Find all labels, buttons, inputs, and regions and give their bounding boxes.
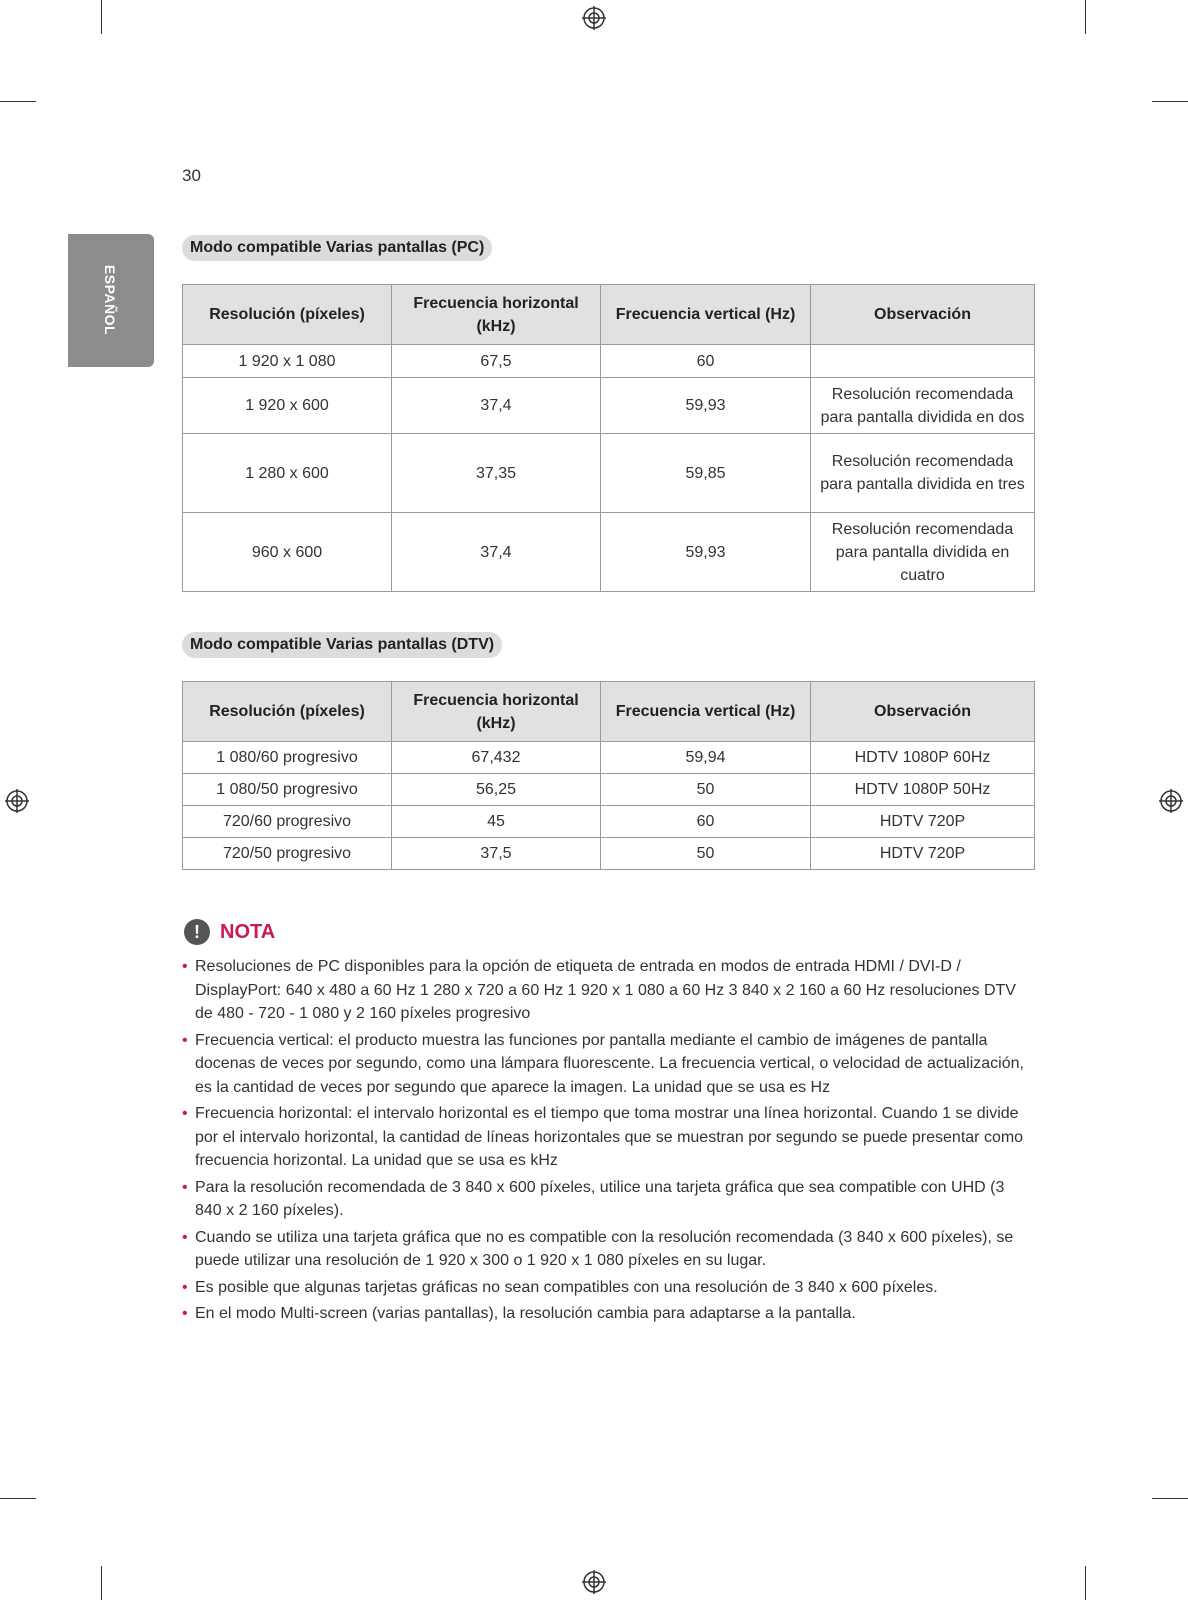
table-cell: Resolución recomendada para pantalla dividida en tres — [811, 434, 1035, 513]
table-cell: 50 — [601, 774, 811, 806]
list-item: • Cuando se utiliza una tarjeta gráfica que no es compatible con la resolución recomendada (3 840 x 600 píxeles), se puede utilizar una resolución de 1 920 x 300 o 1 920 x 1 080 píxeles en su lugar. — [182, 1226, 1032, 1273]
pc-compatibility-table — [182, 284, 1035, 592]
table-cell: 67,432 — [392, 742, 601, 774]
crop-mark — [101, 1566, 102, 1600]
table-cell: HDTV 1080P 50Hz — [811, 774, 1035, 806]
note-header — [184, 918, 275, 946]
table-row — [183, 513, 1035, 592]
table-row — [183, 434, 1035, 513]
table-cell: 59,93 — [601, 513, 811, 592]
table-row — [183, 774, 1035, 806]
crop-mark — [0, 1498, 36, 1499]
language-tab-label: ESPAÑOL — [102, 264, 118, 336]
table-cell: 1 920 x 1 080 — [183, 345, 392, 378]
crop-mark — [101, 0, 102, 34]
table-cell: HDTV 720P — [811, 806, 1035, 838]
page-number: 30 — [182, 166, 201, 185]
column-header: Frecuencia vertical (Hz) — [601, 682, 811, 742]
list-item: • En el modo Multi-screen (varias pantallas), la resolución cambia para adaptarse a la pantalla. — [182, 1302, 1032, 1326]
table-cell: 1 920 x 600 — [183, 378, 392, 434]
table-cell: 50 — [601, 838, 811, 870]
table-cell: 1 080/50 progresivo — [183, 774, 392, 806]
table-cell: 67,5 — [392, 345, 601, 378]
table-cell: HDTV 720P — [811, 838, 1035, 870]
exclamation-icon: ! — [184, 919, 210, 945]
note-list — [182, 955, 1032, 1329]
table-cell: 960 x 600 — [183, 513, 392, 592]
table-header-row — [183, 682, 1035, 742]
crop-mark — [1085, 0, 1086, 34]
table-cell: 59,94 — [601, 742, 811, 774]
table-row — [183, 345, 1035, 378]
table-cell: 720/50 progresivo — [183, 838, 392, 870]
list-item: • Frecuencia horizontal: el intervalo horizontal es el tiempo que toma mostrar una línea horizontal. Cuando 1 se divide por el intervalo horizontal, la cantidad de líneas horizontales que se muestran por segundo se puede presentar como frecuencia horizontal. La unidad que se usa es kHz — [182, 1102, 1032, 1173]
table-cell: HDTV 1080P 60Hz — [811, 742, 1035, 774]
crop-mark — [0, 101, 36, 102]
crop-mark — [1152, 101, 1188, 102]
column-header: Frecuencia vertical (Hz) — [601, 285, 811, 345]
crop-mark — [1085, 1566, 1086, 1600]
crop-mark — [1152, 1498, 1188, 1499]
table-cell: 56,25 — [392, 774, 601, 806]
table-cell: 37,5 — [392, 838, 601, 870]
table-cell — [811, 345, 1035, 378]
dtv-compatibility-table — [182, 681, 1035, 870]
note-title: NOTA — [220, 920, 276, 943]
table-cell: 45 — [392, 806, 601, 838]
table-row — [183, 838, 1035, 870]
table-row — [183, 806, 1035, 838]
column-header: Frecuencia horizontal (kHz) — [392, 285, 601, 345]
list-item: • Frecuencia vertical: el producto muestra las funciones por pantalla mediante el cambio de imágenes de pantalla docenas de veces por segundo, como una lámpara fluorescente. La frecuencia vertical, o velocidad de actualización, es la cantidad de veces por segundo que aparece la imagen. La unidad que se usa es Hz — [182, 1029, 1032, 1100]
table-row — [183, 742, 1035, 774]
table-row — [183, 378, 1035, 434]
table-cell: Resolución recomendada para pantalla dividida en cuatro — [811, 513, 1035, 592]
table-cell: 60 — [601, 345, 811, 378]
table-cell: 59,93 — [601, 378, 811, 434]
dtv-section-title: Modo compatible Varias pantallas (DTV) — [182, 632, 502, 658]
registration-mark-icon — [582, 1570, 606, 1594]
table-cell: 720/60 progresivo — [183, 806, 392, 838]
table-cell: Resolución recomendada para pantalla dividida en dos — [811, 378, 1035, 434]
list-item: • Resoluciones de PC disponibles para la opción de etiqueta de entrada en modos de entrada HDMI / DVI-D / DisplayPort: 640 x 480 a 60 Hz 1 280 x 720 a 60 Hz 1 920 x 1 080 a 60 Hz 3 840 x 2 160 a 60 Hz resoluciones DTV de 480 - 720 - 1 080 y 2 160 píxeles progresivo — [182, 955, 1032, 1026]
table-cell: 37,35 — [392, 434, 601, 513]
list-item: • Es posible que algunas tarjetas gráficas no sean compatibles con una resolución de 3 840 x 600 píxeles. — [182, 1276, 1032, 1300]
table-cell: 59,85 — [601, 434, 811, 513]
column-header: Resolución (píxeles) — [183, 285, 392, 345]
list-item: • Para la resolución recomendada de 3 840 x 600 píxeles, utilice una tarjeta gráfica que sea compatible con UHD (3 840 x 2 160 píxeles). — [182, 1176, 1032, 1223]
pc-section-title: Modo compatible Varias pantallas (PC) — [182, 235, 492, 261]
registration-mark-icon — [582, 6, 606, 30]
column-header: Frecuencia horizontal (kHz) — [392, 682, 601, 742]
table-cell: 37,4 — [392, 513, 601, 592]
table-cell: 37,4 — [392, 378, 601, 434]
table-cell: 1 080/60 progresivo — [183, 742, 392, 774]
table-header-row — [183, 285, 1035, 345]
table-cell: 1 280 x 600 — [183, 434, 392, 513]
column-header: Observación — [811, 285, 1035, 345]
column-header: Observación — [811, 682, 1035, 742]
table-cell: 60 — [601, 806, 811, 838]
registration-mark-icon — [5, 789, 29, 813]
column-header: Resolución (píxeles) — [183, 682, 392, 742]
registration-mark-icon — [1159, 789, 1183, 813]
